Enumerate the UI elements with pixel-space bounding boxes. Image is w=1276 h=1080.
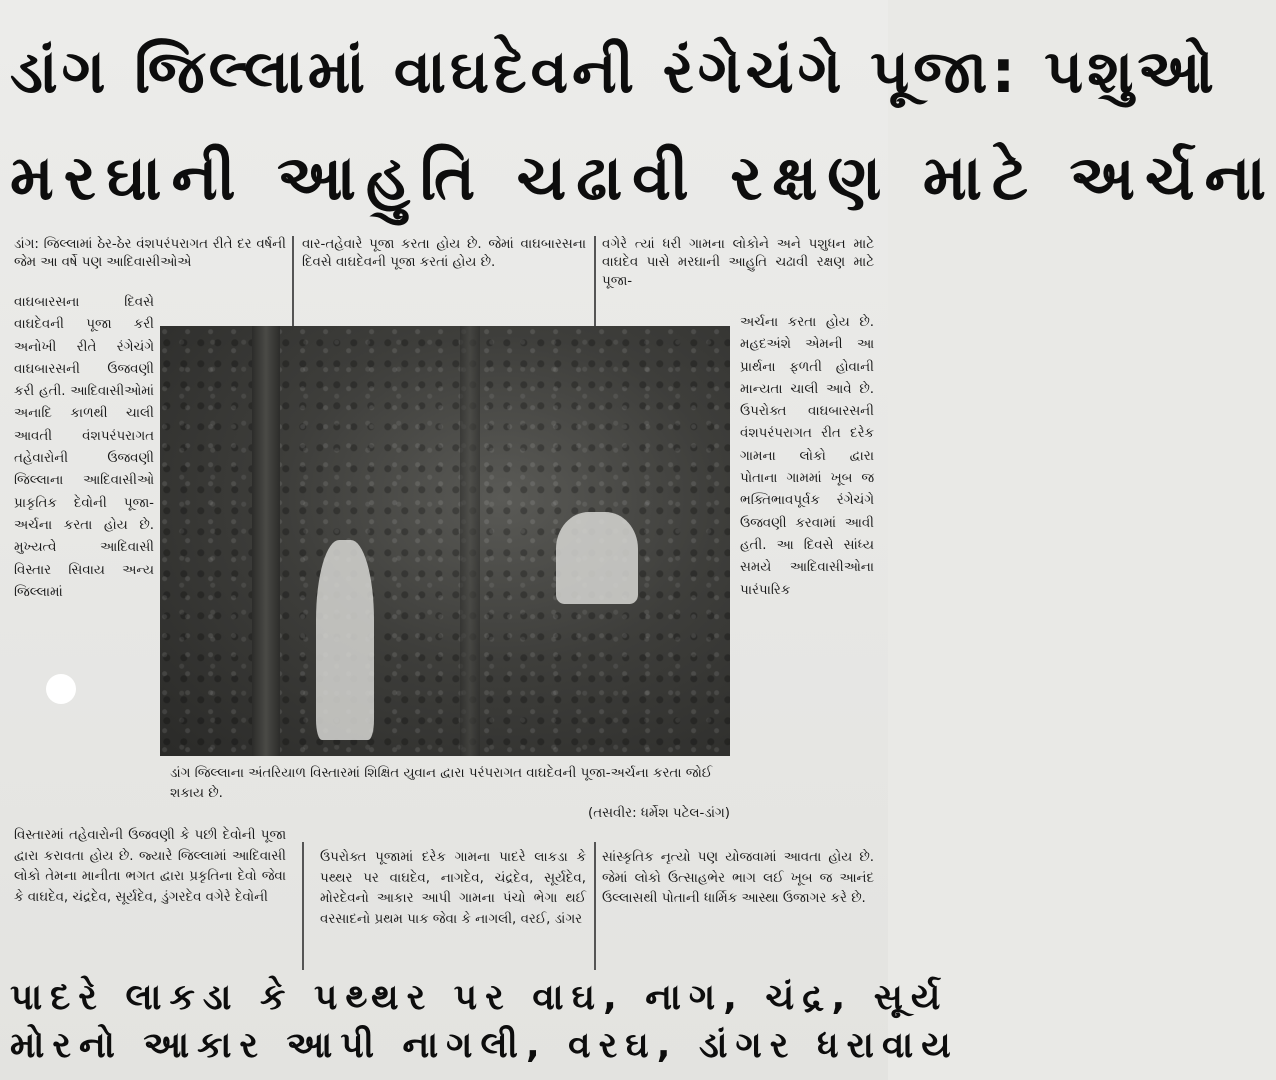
headline-line-2: મરઘાની આહુતિ ચઢાવી રક્ષણ માટે અર્ચના — [10, 141, 1276, 214]
article-text: ડાંગ: જિલ્લામાં ઠેર-ઠેર વંશપરંપરાગત રીતે દર વર્ષની જેમ આ વર્ષે પણ આદિવાસીઓએ — [14, 237, 286, 271]
article-column-left-narrow — [14, 292, 154, 604]
column-rule-2 — [594, 236, 596, 326]
photo-caption — [170, 764, 730, 824]
footer-headline-line-2: મોરનો આકાર આપી નાગલી, વરઘ, ડાંગર ધરાવાય — [10, 1025, 959, 1066]
column-rule-1 — [292, 236, 294, 326]
article-column-left-bottom — [14, 826, 286, 908]
article-text: વગેરે ત્યાં ધરી ગામના લોકોને અને પશુધન માટે વાઘદેવ પાસે મરઘાની આહુતિ ચઢાવી રક્ષણ માટે પૂજા- — [602, 237, 874, 289]
footer-headline-line-1: પાદરે લાકડા કે પથ્થર પર વાઘ, નાગ, ચંદ્ર, સૂર્ય — [10, 977, 949, 1018]
headline-line-1: ડાંગ જિલ્લામાં વાઘદેવની રંગેચંગે પૂજા: પશુઓ — [10, 37, 1218, 107]
article-photo — [160, 326, 730, 756]
photo-credit: (તસવીર: ધર્મેશ પટેલ-ડાંગ) — [588, 806, 730, 821]
article-column-left-top — [14, 236, 286, 273]
article-column-right-narrow — [740, 312, 874, 602]
article-text: સાંસ્કૃતિક નૃત્યો પણ યોજવામાં આવતા હોય છે. જેમાં લોકો ઉત્સાહભેર ભાગ લઈ ખૂબ જ આનંદ ઉલ્લાસથી પોતાની ધાર્મિક આસ્થા ઉજાગર કરે છે. — [602, 850, 874, 906]
article-text: ઉપરોક્ત પૂજામાં દરેક ગામના પાદરે લાકડા કે પથ્થર પર વાઘદેવ, નાગદેવ, ચંદ્રદેવ, સૂર્યદેવ, મોરદેવનો આકાર આપી ગામના પંચો ભેગા થઈ વરસાદનો પ્રથમ પાક જેવા કે નાગલી, વરઈ, ડાંગર — [320, 850, 586, 927]
standing-person — [316, 540, 374, 740]
redaction-dot — [46, 674, 76, 704]
article-text: વાઘબારસના દિવસે વાઘદેવની પૂજા કરી અનોખી રીતે રંગેચંગે વાઘબારસની ઉજવણી કરી હતી. આદિવાસીઓમાં અનાદિ કાળથી ચાલી આવતી વંશપરંપરાગત તહેવારોની ઉજવણી જિલ્લાના આદિવાસીઓ પ્રાકૃતિક દેવોની પૂજા-અર્ચના કરતા હોય છે. મુખ્યત્વે આદિવાસી વિસ્તાર સિવાય અન્ય જિલ્લામાં — [14, 295, 154, 600]
tree-trunk — [460, 326, 480, 756]
article-text: વિસ્તારમાં તહેવારોની ઉજવણી કે પછી દેવોની પૂજા દ્વારા કરાવતા હોય છે. જ્યારે જિલ્લામાં આદિવાસી લોકો તેમના માનીતા ભગત દ્વારા પ્રકૃતિના દેવો જેવા કે વાઘદેવ, ચંદ્રદેવ, સૂર્યદેવ, ડુંગરદેવ વગેરે દેવોની — [14, 828, 286, 905]
column-rule-3 — [302, 842, 304, 970]
article-column-right-top — [602, 236, 874, 291]
article-column-right-bottom — [602, 848, 874, 910]
article-column-middle-bottom — [320, 848, 586, 930]
kneeling-person — [556, 512, 638, 604]
tree-trunk — [252, 326, 280, 756]
article-text: અર્ચના કરતા હોય છે. મહદઅંશે એમની આ પ્રાર્થના ફળતી હોવાની માન્યતા ચાલી આવે છે. ઉપરોક્ત વાઘબારસની વંશપરંપરાગત રીત દરેક ગામના લોકો દ્વારા પોતાના ગામમાં ખૂબ જ ભક્તિભાવપૂર્વક રંગેચંગે ઉજવણી કરવામાં આવી હતી. આ દિવસે સાંધ્ય સમયે આદિવાસીઓના પારંપારિક — [740, 315, 874, 598]
column-rule-4 — [594, 842, 596, 970]
article-column-middle-top — [302, 236, 586, 273]
caption-text: ડાંગ જિલ્લાના અંતરિયાળ વિસ્તારમાં શિક્ષિત યુવાન દ્વારા પરંપરાગત વાઘદેવની પૂજા-અર્ચના કરતા જોઈ શકાય છે. — [170, 766, 713, 801]
article-text: વાર-તહેવારે પૂજા કરતા હોય છે. જેમાં વાઘબારસના દિવસે વાઘદેવની પૂજા કરતાં હોય છે. — [302, 237, 586, 271]
